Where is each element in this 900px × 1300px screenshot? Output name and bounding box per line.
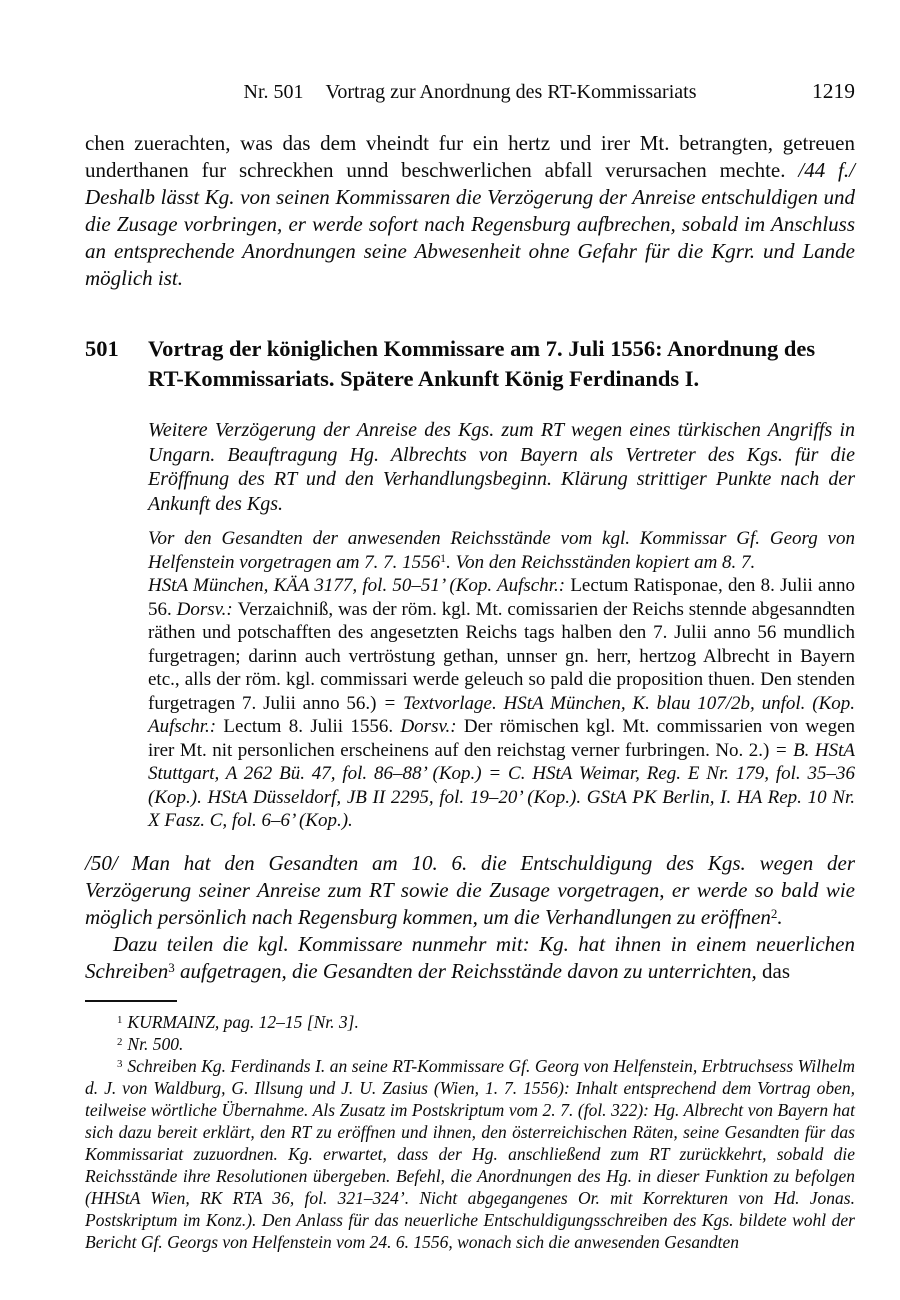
footnote-3 [85,1055,855,1253]
footnote-1 [85,1011,855,1033]
footnote-text: Schreiben Kg. Ferdinands I. an seine RT-Kommissare Gf. Georg von Helfenstein, Erbtruchsess Wilhelm d. J. von Waldburg, G. Illsung und J. U. Zasius (Wien, 1. 7. 1556): Inhalt entsprechend dem Vortrag oben, teilweise wörtliche Übernahme. Als Zusatz im Postskriptum vom 2. 7. (fol. 322): Hg. Albrecht von Bayern hat sich dazu bereit erklärt, den RT zu eröffnen und ihnen, den österreichischen Räten, seine Gesandten für das Kommissariat zuzuordnen. Kg. erwartet, dass der Hg. anschließend zum RT zurückkehrt, sobald die Reichsstände ihre Resolutionen übergeben. Befehl, die Anordnungen des Hg. in dieser Funktion zu befolgen (HHStA Wien, RK RTA 36, fol. 321–324’. Nicht abgegangenes Or. mit Korrekturen von Hd. Jonas. Postskriptum im Konz.). Den Anlass für das neuerliche Entschuldigungsschreiben des Kgs. bildete wohl der Bericht Gf. Georgs von Helfenstein vom 24. 6. 1556, wonach sich die anwesenden Gesandten [85,1055,855,1252]
footnote-separator-rule [85,1000,177,1002]
footnote-marker: 3 [117,1057,123,1070]
source-apparatus: Vor den Gesandten der anwesenden Reichsstände vom kgl. Kommissar Gf. Georg von Helfenstein vorgetragen am 7. 7. 1556$^1$. Von den Reichsständen kopiert am 8. 7. HStA München, KÄA 3177, fol. 50–51’ (Kop. Aufschr.: Lectum Ratisponae, den 8. Julii anno 56. Dorsv.: Verzaichniß, was der röm. kgl. Mt. comissarien der Reichs stennde abgesanndten räthen und potschafften des angesetzten Reichs tags halben den 7. Julii anno 56 mundlich furgetragen; darinn auch vertröstung gethan, unnser gn. herr, hertzog Albrecht in Bayern etc., alls der röm. kgl. commissari werde geleuch so pald die proposition thuen. Den stenden furgetragen 7. Julii anno 56.) = Textvorlage. HStA München, K. blau 107/2b, unfol. (Kop. Aufschr.: Lectum 8. Julii 1556. Dorsv.: Der römischen kgl. Mt. commissarien von wegen irer Mt. nit personlichen erscheinens auf den reichstag verner furbringen. No. 2.) = B. HStA Stuttgart, A 262 Bü. 47, fol. 86–88’ (Kop.) = C. HStA Weimar, Reg. E Nr. 179, fol. 35–36 (Kop.). HStA Düsseldorf, JB II 2295, fol. 19–20’ (Kop.). GStA PK Berlin, I. HA Rep. 10 Nr. X Fasz. C, fol. 6–6’ (Kop.). [148,528,856,831]
entry-heading [85,334,855,394]
entry-summary: Weitere Verzögerung der Anreise des Kgs. zum RT wegen eines türkischen Angriffs in Ungarn. Beauftragung Hg. Albrechts von Bayern als Vertreter des Kgs. für die Eröffnung des RT und den Verhandlungsbeginn. Klärung strittiger Punkte nach der Ankunft des Kgs. [148,419,855,515]
footnote-2 [85,1033,855,1055]
footnote-text: Nr. 500. [127,1033,184,1054]
carryover-paragraph: chen zuerachten, was das dem vheindt fur ein hertz und irer Mt. betrangten, getreuen underthanen fur schreckhen unnd beschwerlichen abfall verursachen mechte. /44 f./ Deshalb lässt Kg. von seinen Kommissaren die Verzögerung der Anreise entschuldigen und die Zusage vorbringen, er werde sofort nach Regensburg aufbrechen, sobald im Anschluss an entsprechende Anordnungen seine Abwesenheit ohne Gefahr für die Kgrr. und Lande möglich ist. [85,131,855,290]
entry-number: 501 [85,336,119,361]
body-paragraph-1: /50/ Man hat den Gesandten am 10. 6. die Entschuldigung des Kgs. wegen der Verzögerung seiner Anreise zum RT sowie die Zusage vorgetragen, er werde so bald wie möglich persönlich nach Regensburg kommen, um die Verhandlungen zu eröffnen$^2$. [85,850,855,929]
footnote-text: KURMAINZ, pag. 12–15 [Nr. 3]. [127,1011,359,1032]
entry-title: Vortrag der königlichen Kommissare am 7. Juli 1556: Anordnung des RT-Kommissariats. Spätere Ankunft König Ferdinands I. [148,336,816,391]
running-head-entry-ref: Nr. 501 [243,81,304,103]
running-head-chapter: Vortrag zur Anordnung des RT-Kommissariats [325,81,697,103]
footnote-marker: 2 [117,1035,123,1048]
footnotes-block [85,1011,855,1253]
running-head-title [85,80,855,104]
footnote-marker: 1 [117,1013,123,1026]
page-number: 1219 [812,79,855,103]
entry-body [85,850,855,985]
body-paragraph-2: Dazu teilen die kgl. Kommissare nunmehr mit: Kg. hat ihnen in einem neuerlichen Schreiben$^3$ aufgetragen, die Gesandten der Reichsstände davon zu unterrichten, das [85,931,855,983]
running-head [85,80,855,106]
